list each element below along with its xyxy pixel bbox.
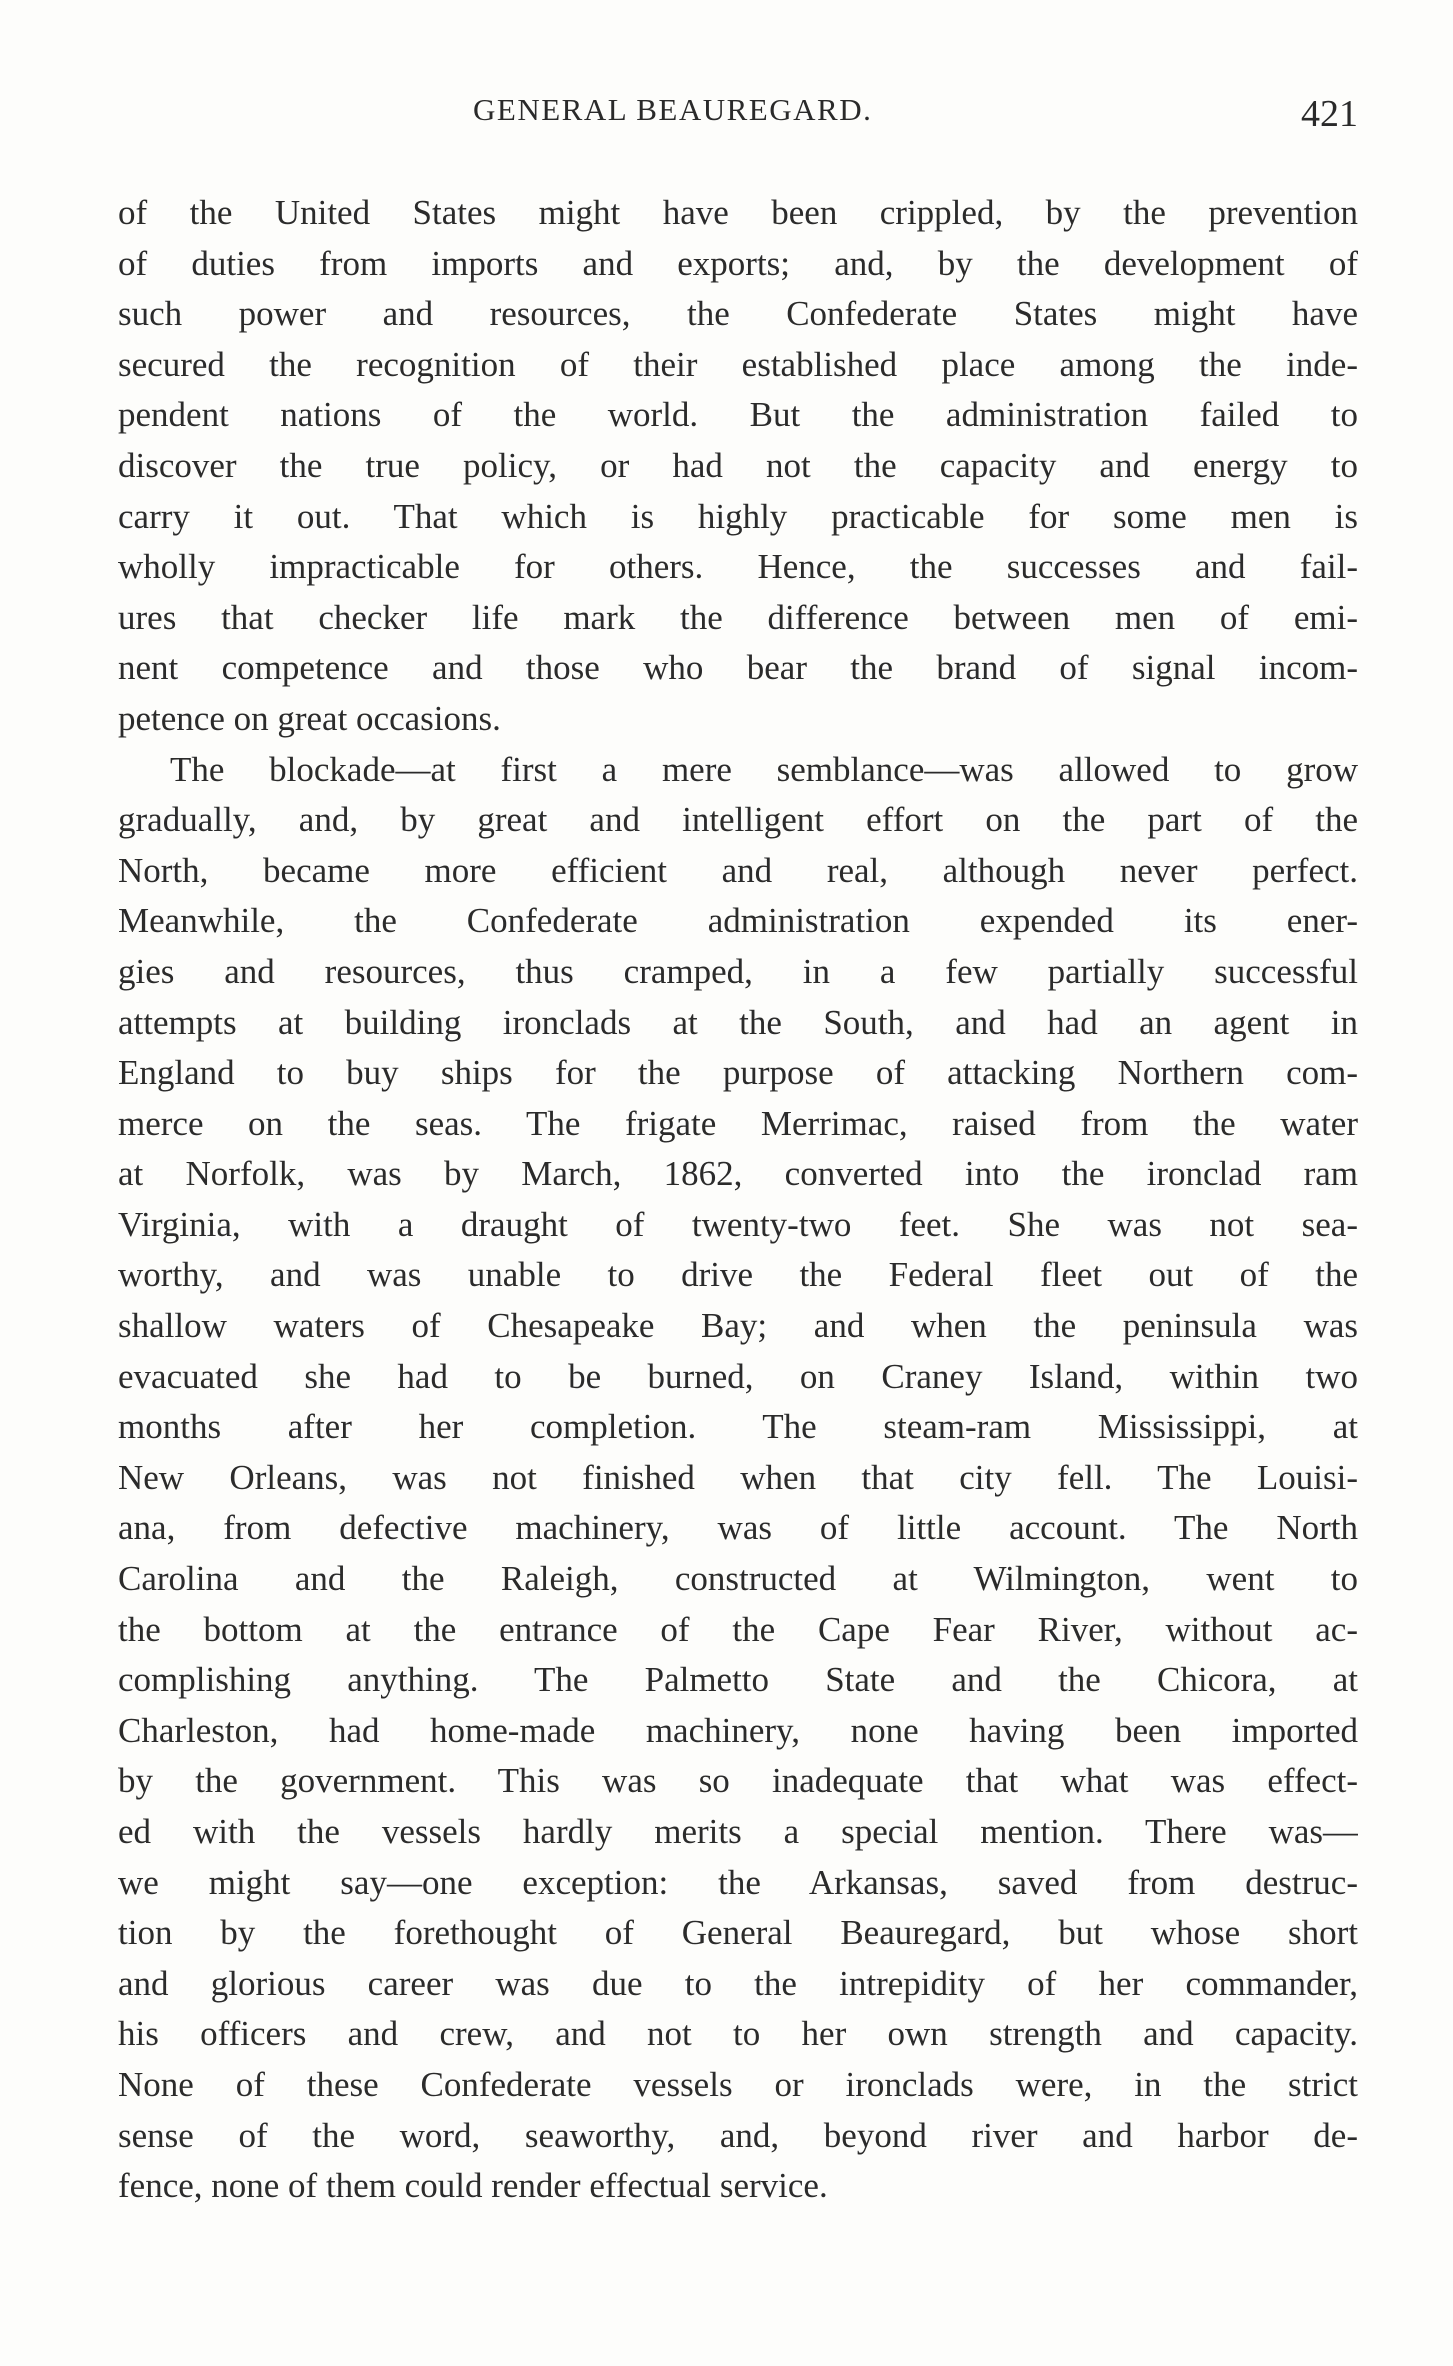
text-line: complishing anything. The Palmetto State and the Chicora, at (118, 1660, 1358, 1700)
text-line: Charleston, had home-made machinery, none having been imported (118, 1710, 1358, 1750)
text-line: the bottom at the entrance of the Cape Fear River, without ac- (118, 1609, 1358, 1649)
text-line: worthy, and was unable to drive the Federal fleet out of the (118, 1255, 1358, 1295)
text-line: pendent nations of the world. But the administration failed to (118, 395, 1358, 435)
text-line: merce on the seas. The frigate Merrimac, raised from the water (118, 1103, 1358, 1143)
text-line: shallow waters of Chesapeake Bay; and when the peninsula was (118, 1306, 1358, 1346)
text-line: evacuated she had to be burned, on Craney Island, within two (118, 1356, 1358, 1396)
text-line: of the United States might have been crippled, by the prevention (118, 193, 1358, 232)
text-line: ana, from defective machinery, was of little account. The North (118, 1508, 1358, 1548)
page-number: 421 (1301, 93, 1358, 135)
running-head (118, 92, 1358, 140)
text-line: sense of the word, seaworthy, and, beyond river and harbor de- (118, 2115, 1358, 2155)
text-line: tion by the forethought of General Beauregard, but whose short (118, 1913, 1358, 1953)
text-line: gradually, and, by great and intelligent effort on the part of the (118, 800, 1358, 840)
text-line: gies and resources, thus cramped, in a few partially successful (118, 951, 1358, 991)
text-line: at Norfolk, was by March, 1862, converted into the ironclad ram (118, 1154, 1358, 1194)
text-line: of duties from imports and exports; and, by the development of (118, 243, 1358, 283)
paragraph-last-line: fence, none of them could render effectual service. (118, 2166, 828, 2206)
paragraph-first-line: The blockade—at first a mere semblance—was allowed to grow (170, 749, 1358, 789)
text-line: and glorious career was due to the intrepidity of her commander, (118, 1963, 1358, 2003)
text-line: North, became more efficient and real, although never perfect. (118, 850, 1358, 890)
text-line: such power and resources, the Confederate States might have (118, 294, 1358, 334)
paragraph-last-line: petence on great occasions. (118, 698, 501, 738)
text-line: his officers and crew, and not to her own strength and capacity. (118, 2014, 1358, 2054)
text-line: months after her completion. The steam-ram Mississippi, at (118, 1407, 1358, 1447)
text-line: ures that checker life mark the difference between men of emi- (118, 597, 1358, 637)
text-line: Virginia, with a draught of twenty-two feet. She was not sea- (118, 1204, 1358, 1244)
text-line: by the government. This was so inadequate that what was effect- (118, 1761, 1358, 1801)
text-line: carry it out. That which is highly practicable for some men is (118, 496, 1358, 536)
text-line: None of these Confederate vessels or ironclads were, in the strict (118, 2064, 1358, 2104)
text-line: we might say—one exception: the Arkansas, saved from destruc- (118, 1862, 1358, 1902)
text-line: Meanwhile, the Confederate administration expended its ener- (118, 901, 1358, 941)
text-line: attempts at building ironclads at the South, and had an agent in (118, 1002, 1358, 1042)
text-line: wholly impracticable for others. Hence, the successes and fail- (118, 547, 1358, 587)
body-text (118, 188, 1358, 2212)
text-line: secured the recognition of their established place among the inde- (118, 344, 1358, 384)
text-line: discover the true policy, or had not the capacity and energy to (118, 445, 1358, 485)
text-line: nent competence and those who bear the brand of signal incom- (118, 648, 1358, 688)
text-line: Carolina and the Raleigh, constructed at Wilmington, went to (118, 1559, 1358, 1599)
text-line: ed with the vessels hardly merits a special mention. There was— (118, 1812, 1358, 1851)
text-line: New Orleans, was not finished when that city fell. The Louisi- (118, 1457, 1358, 1497)
text-line: England to buy ships for the purpose of attacking Northern com- (118, 1053, 1358, 1093)
running-head-title: GENERAL BEAUREGARD. (473, 92, 873, 127)
